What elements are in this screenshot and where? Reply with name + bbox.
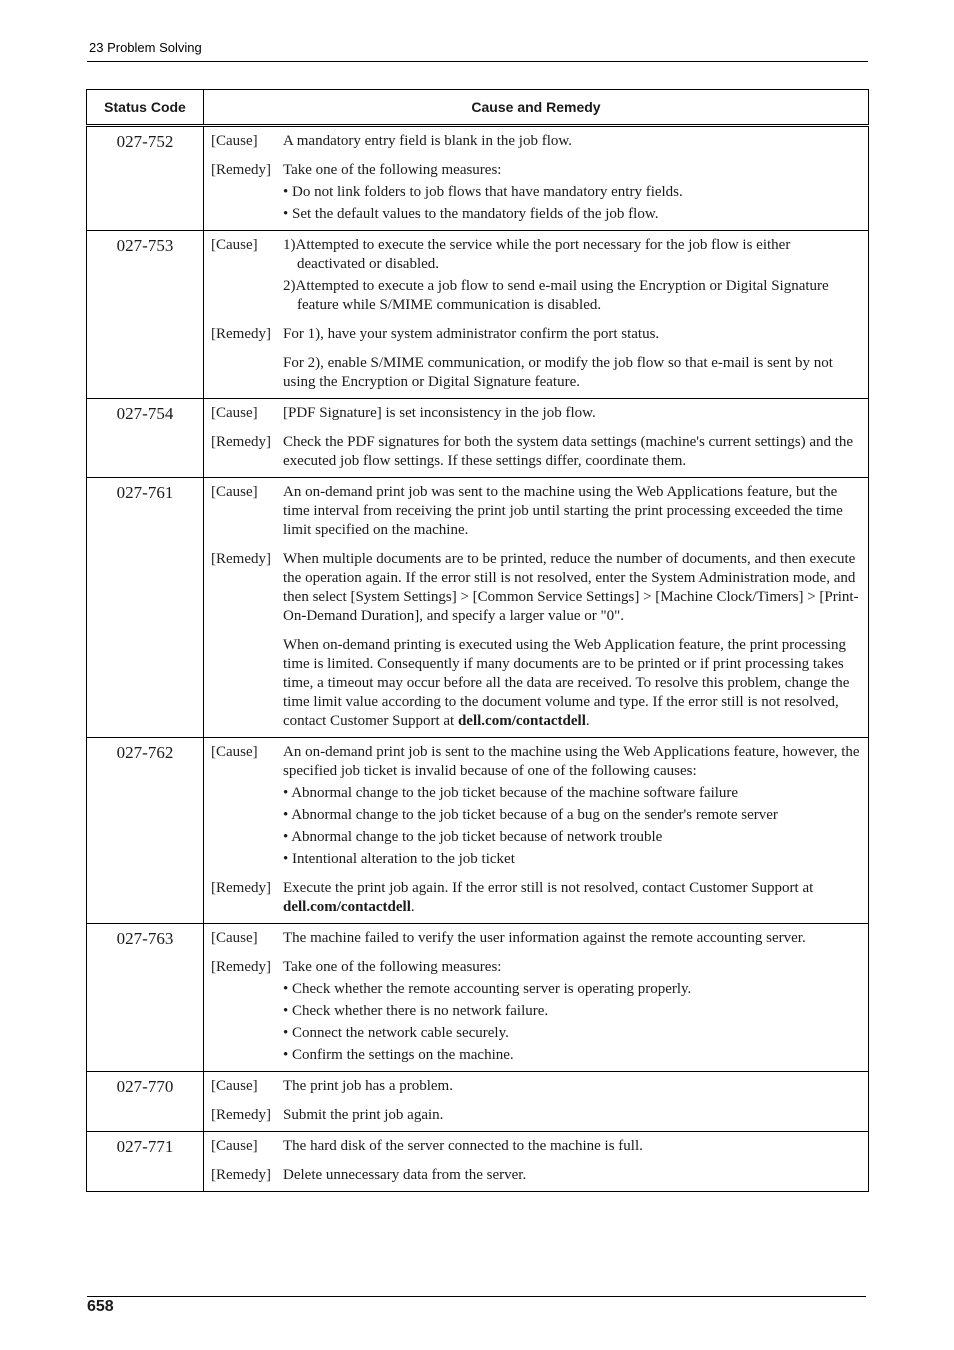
cause-text: A mandatory entry field is blank in the job flow. [283, 133, 572, 149]
cause-text: The print job has a problem. [283, 1078, 453, 1094]
status-code: 027-752 [87, 126, 204, 231]
running-header: 23 Problem Solving [89, 40, 202, 55]
status-code: 027-753 [87, 231, 204, 399]
cause-remedy-cell [204, 1132, 869, 1192]
cause-entry [204, 404, 868, 423]
list-item: • Abnormal change to the job ticket because of network trouble [283, 829, 663, 845]
cause-text: [PDF Signature] is set inconsistency in the job flow. [283, 405, 596, 421]
status-code-table [86, 89, 869, 1192]
remedy-tag: [Remedy] [211, 880, 271, 896]
remedy-text: For 2), enable S/MIME communication, or modify the job flow so that e-mail is sent by not using the Encryption or Digital Signature feature. [283, 355, 833, 390]
remedy-text: Check the PDF signatures for both the system data settings (machine's current settings) and the executed job flow settings. If these settings differ, coordinate them. [283, 434, 854, 469]
cause-remedy-cell [204, 231, 869, 399]
status-code: 027-770 [87, 1072, 204, 1132]
cause-tag: [Cause] [211, 484, 258, 500]
table-row [87, 738, 869, 924]
list-item: • Set the default values to the mandatory fields of the job flow. [283, 206, 659, 222]
list-item: • Check whether the remote accounting server is operating properly. [283, 981, 692, 997]
cause-remedy-cell [204, 924, 869, 1072]
remedy-tag: [Remedy] [211, 1107, 271, 1123]
table-row [87, 478, 869, 738]
list-item: • Check whether there is no network failure. [283, 1003, 549, 1019]
cause-text: The machine failed to verify the user information against the remote accounting server. [283, 930, 806, 946]
list-item: • Abnormal change to the job ticket because of a bug on the sender's remote server [283, 807, 778, 823]
remedy-tag: [Remedy] [211, 959, 271, 975]
list-item: • Abnormal change to the job ticket because of the machine software failure [283, 785, 739, 801]
status-code: 027-761 [87, 478, 204, 738]
cause-tag: [Cause] [211, 1138, 258, 1154]
support-link-text: dell.com/contactdell [457, 713, 586, 729]
cause-entry [204, 132, 868, 151]
cause-text: An on-demand print job is sent to the machine using the Web Applications feature, however, the specified job ticket is invalid because of one of the following causes: [283, 744, 860, 779]
table-row [87, 399, 869, 478]
cause-text: An on-demand print job was sent to the machine using the Web Applications feature, but the time interval from receiving the print job until starting the print processing exceeded the time limit specified on the machine. [283, 484, 843, 538]
footer-divider [87, 1296, 866, 1297]
cause-remedy-cell [204, 1072, 869, 1132]
cause-tag: [Cause] [211, 1078, 258, 1094]
remedy-text: Take one of the following measures: [283, 959, 502, 975]
table-header-row [87, 90, 869, 126]
page-number: 658 [87, 1298, 114, 1315]
remedy-text: When on-demand printing is executed using the Web Application feature, the print processing time is limited. Consequently if many documents are to be printed or if print processing takes time, a timeout may occur before all the data are received. To resolve this problem, change the time limit value according to the document volume and type. If the error still is not resolved, contact Customer Support at dell.com/contactdell. [283, 637, 850, 729]
remedy-text: Delete unnecessary data from the server. [283, 1167, 527, 1183]
remedy-tag: [Remedy] [211, 162, 271, 178]
table-row [87, 924, 869, 1072]
cause-tag: [Cause] [211, 930, 258, 946]
list-item: • Connect the network cable securely. [283, 1025, 509, 1041]
table-row [87, 126, 869, 231]
remedy-text: For 1), have your system administrator confirm the port status. [283, 326, 660, 342]
remedy-text: Submit the print job again. [283, 1107, 444, 1123]
remedy-entry [204, 325, 868, 392]
cause-remedy-cell [204, 738, 869, 924]
table-row [87, 1072, 869, 1132]
remedy-tag: [Remedy] [211, 326, 271, 342]
cause-tag: [Cause] [211, 237, 258, 253]
column-header-status-code: Status Code [87, 90, 204, 126]
cause-entry [204, 1077, 868, 1096]
header-divider [87, 61, 868, 62]
cause-tag: [Cause] [211, 744, 258, 760]
remedy-entry [204, 958, 868, 1065]
status-code: 027-762 [87, 738, 204, 924]
list-item: • Do not link folders to job flows that have mandatory entry fields. [283, 184, 683, 200]
remedy-entry [204, 433, 868, 471]
table-row [87, 231, 869, 399]
table-row [87, 1132, 869, 1192]
remedy-text: Take one of the following measures: [283, 162, 502, 178]
support-link-text: dell.com/contactdell [283, 899, 411, 915]
list-item: • Confirm the settings on the machine. [283, 1047, 514, 1063]
cause-remedy-cell [204, 126, 869, 231]
cause-entry [204, 743, 868, 869]
remedy-text: Execute the print job again. If the error still is not resolved, contact Customer Support at dell.com/contactdell. [283, 880, 814, 915]
remedy-entry [204, 1106, 868, 1125]
column-header-cause-remedy: Cause and Remedy [204, 90, 869, 126]
remedy-entry [204, 161, 868, 224]
numbered-item: 2)Attempted to execute a job flow to send e-mail using the Encryption or Digital Signature feature while S/MIME communication is disabled. [283, 278, 829, 313]
numbered-item: 1)Attempted to execute the service while the port necessary for the job flow is either deactivated or disabled. [283, 237, 791, 272]
remedy-tag: [Remedy] [211, 1167, 271, 1183]
remedy-text: When multiple documents are to be printed, reduce the number of documents, and then execute the operation again. If the error still is not resolved, enter the System Administration mode, and then select [System Settings] > [Common Service Settings] > [Machine Clock/Timers] > [Print-On-Demand Duration], and specify a larger value or "0". [283, 551, 859, 624]
cause-entry [204, 236, 868, 315]
remedy-entry [204, 879, 868, 917]
cause-entry [204, 929, 868, 948]
status-code: 027-763 [87, 924, 204, 1072]
status-code: 027-754 [87, 399, 204, 478]
remedy-tag: [Remedy] [211, 551, 271, 567]
cause-tag: [Cause] [211, 133, 258, 149]
remedy-entry [204, 1166, 868, 1185]
remedy-tag: [Remedy] [211, 434, 271, 450]
cause-text: The hard disk of the server connected to the machine is full. [283, 1138, 643, 1154]
status-code: 027-771 [87, 1132, 204, 1192]
cause-remedy-cell [204, 478, 869, 738]
list-item: • Intentional alteration to the job ticket [283, 851, 515, 867]
remedy-entry [204, 550, 868, 731]
cause-tag: [Cause] [211, 405, 258, 421]
cause-entry [204, 1137, 868, 1156]
cause-entry [204, 483, 868, 540]
cause-remedy-cell [204, 399, 869, 478]
